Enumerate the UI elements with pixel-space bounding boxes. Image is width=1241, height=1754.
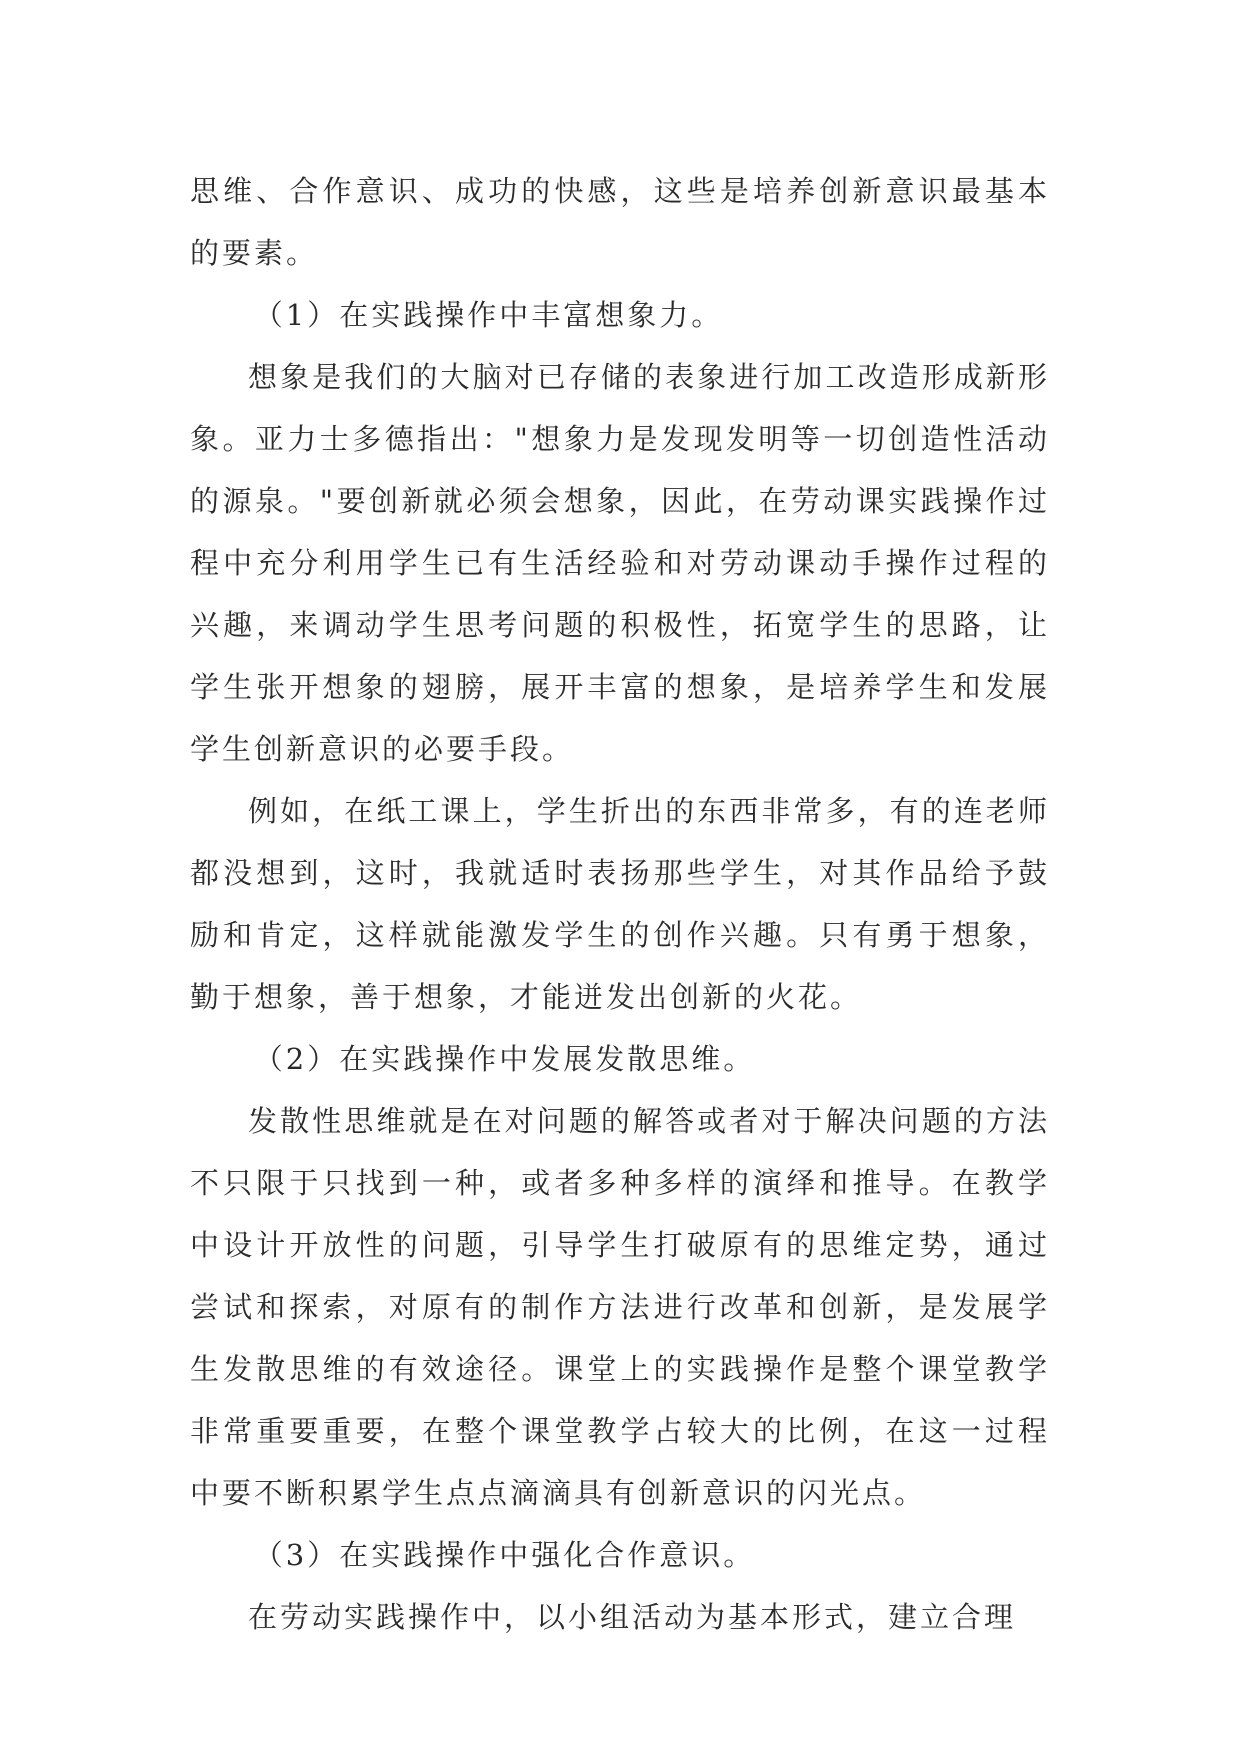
paragraph-continuation: 思维、合作意识、成功的快感，这些是培养创新意识最基本的要素。: [190, 174, 1050, 270]
paragraph-example: 例如，在纸工课上，学生折出的东西非常多，有的连老师都没想到，这时，我就适时表扬那些学生，对其作品给予鼓励和肯定，这样就能激发学生的创作兴趣。只有勇于想象，勤于想象，善于想象，才能迸发出创新的火花。: [190, 794, 1050, 1014]
section-heading-3: （3）在实践操作中强化合作意识。: [253, 1538, 756, 1572]
body-text: [190, 160, 1050, 1648]
paragraph-cooperation: 在劳动实践操作中，以小组活动为基本形式，建立合理: [248, 1600, 1017, 1634]
section-heading-1: （1）在实践操作中丰富想象力。: [253, 298, 724, 332]
paragraph-imagination: 想象是我们的大脑对已存储的表象进行加工改造形成新形象。亚力士多德指出："想象力是发现发明等一切创造性活动的源泉。"要创新就必须会想象，因此，在劳动课实践操作过程中充分利用学生已有生活经验和对劳动课动手操作过程的兴趣，来调动学生思考问题的积极性，拓宽学生的思路，让学生张开想象的翅膀，展开丰富的想象，是培养学生和发展学生创新意识的必要手段。: [190, 360, 1050, 766]
section-heading-2: （2）在实践操作中发展发散思维。: [253, 1042, 756, 1076]
paragraph-divergent-thinking: 发散性思维就是在对问题的解答或者对于解决问题的方法不只限于只找到一种，或者多种多样的演绎和推导。在教学中设计开放性的问题，引导学生打破原有的思维定势，通过尝试和探索，对原有的制作方法进行改革和创新，是发展学生发散思维的有效途径。课堂上的实践操作是整个课堂教学非常重要重要，在整个课堂教学占较大的比例，在这一过程中要不断积累学生点点滴滴具有创新意识的闪光点。: [190, 1104, 1050, 1510]
